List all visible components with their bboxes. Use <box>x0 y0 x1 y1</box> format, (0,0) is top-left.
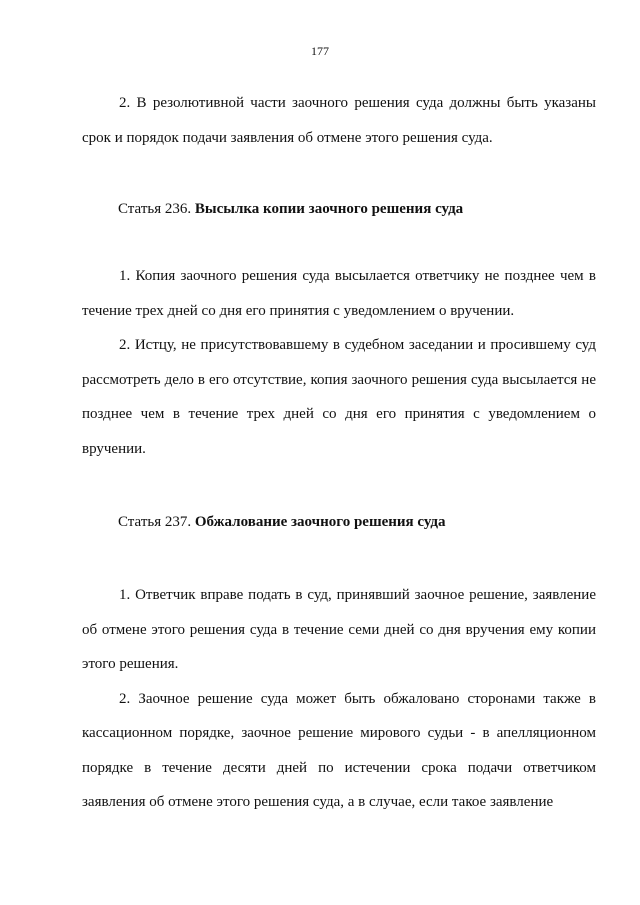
article-236-title: Высылка копии заочного решения суда <box>194 201 464 217</box>
article-237-label: Статья 237. <box>118 514 192 530</box>
article-237-paragraph-1: 1. Ответчик вправе подать в суд, принявший заочное решение, заявление об отмене этого решения суда в течение семи дней со дня вручения ему копии этого решения. <box>82 587 596 672</box>
article-237-title: Обжалование заочного решения суда <box>194 514 446 530</box>
page-number: 177 <box>311 44 329 58</box>
article-236-label: Статья 236. <box>118 201 192 217</box>
article-237-body <box>82 578 596 820</box>
article-236-paragraph-1: 1. Копия заочного решения суда высылается ответчику не позднее чем в течение трех дней со дня его принятия с уведомлением о вручении. <box>82 268 596 319</box>
article-236-heading <box>118 201 463 218</box>
article-236-paragraph-2: 2. Истцу, не присутствовавшему в судебном заседании и просившему суд рассмотреть дело в его отсутствие, копия заочного решения суда высылается не позднее чем в течение трех дней со дня его принятия с уведомлением о вручении. <box>82 337 596 457</box>
article-237-heading <box>118 514 446 531</box>
article-236-body <box>82 259 596 466</box>
paragraph-text: 2. В резолютивной части заочного решения суда должны быть указаны срок и порядок подачи заявления об отмене этого решения суда. <box>82 95 596 146</box>
article-237-paragraph-2: 2. Заочное решение суда может быть обжаловано сторонами также в кассационном порядке, заочное решение мирового судьи - в апелляционном порядке в течение десяти дней по истечении срока подачи ответчиком заявления об отмене этого решения суда, а в случае, если такое заявление <box>82 690 596 810</box>
paragraph-resolution <box>82 86 596 155</box>
